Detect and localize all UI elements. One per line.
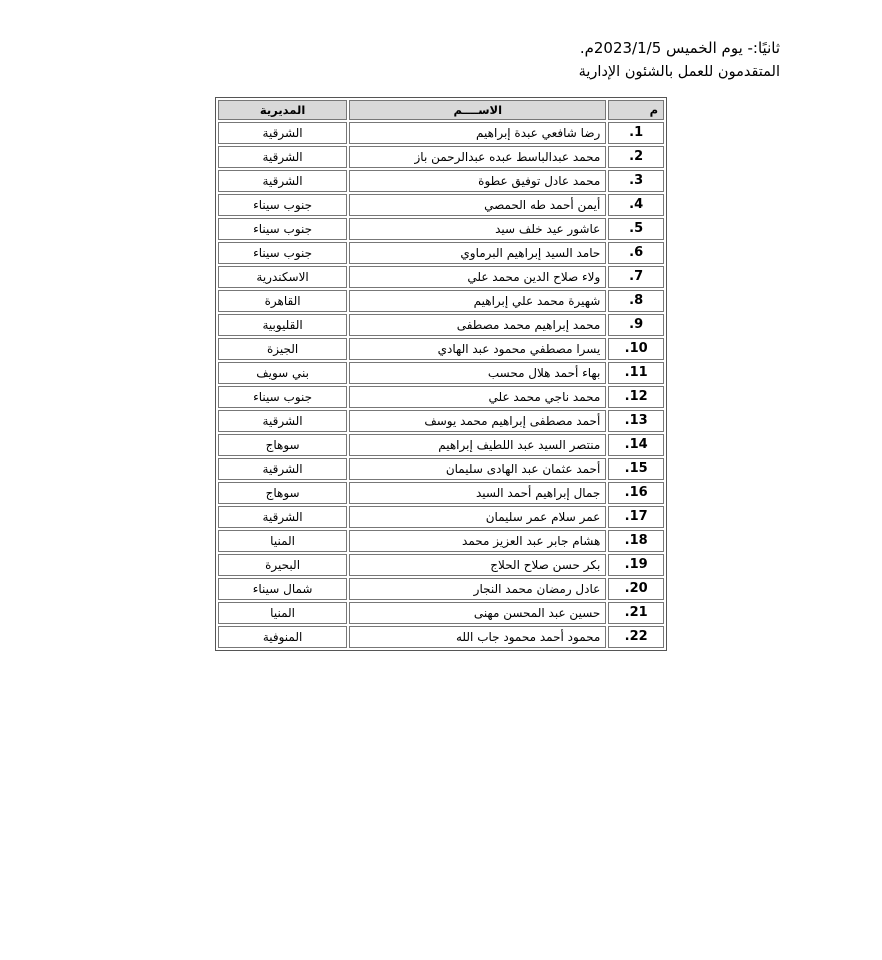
table-row [218, 362, 664, 384]
governorate-cell: الجيزة [218, 338, 347, 360]
column-header-number: م [608, 100, 664, 120]
table-row [218, 602, 664, 624]
name-cell: محمد عبدالباسط عبده عبدالرحمن باز [349, 146, 606, 168]
governorate-cell: جنوب سيناء [218, 386, 347, 408]
name-cell: محمود أحمد محمود جاب الله [349, 626, 606, 648]
name-cell: محمد عادل توفيق عطوة [349, 170, 606, 192]
row-number-cell: 1. [608, 122, 664, 144]
document-date-heading: ثانيًا:- يوم الخميس 2023/1/5م. [579, 39, 780, 57]
name-cell: أيمن أحمد طه الحمصي [349, 194, 606, 216]
table-row [218, 386, 664, 408]
table-row [218, 458, 664, 480]
row-number-cell: 12. [608, 386, 664, 408]
row-number-cell: 21. [608, 602, 664, 624]
name-cell: بهاء أحمد هلال محسب [349, 362, 606, 384]
row-number-cell: 5. [608, 218, 664, 240]
table-row [218, 266, 664, 288]
governorate-cell: جنوب سيناء [218, 218, 347, 240]
name-cell: عاشور عيد خلف سيد [349, 218, 606, 240]
name-cell: عمر سلام عمر سليمان [349, 506, 606, 528]
table-row [218, 434, 664, 456]
table-row [218, 554, 664, 576]
row-number-cell: 11. [608, 362, 664, 384]
row-number-cell: 10. [608, 338, 664, 360]
table-row [218, 218, 664, 240]
governorate-cell: جنوب سيناء [218, 194, 347, 216]
name-cell: هشام جابر عبد العزيز محمد [349, 530, 606, 552]
row-number-cell: 14. [608, 434, 664, 456]
table-row [218, 242, 664, 264]
name-cell: منتصر السيد عبد اللطيف إبراهيم [349, 434, 606, 456]
governorate-cell: جنوب سيناء [218, 242, 347, 264]
row-number-cell: 8. [608, 290, 664, 312]
name-cell: رضا شافعي عبدة إبراهيم [349, 122, 606, 144]
column-header-governorate: المديرية [218, 100, 347, 120]
governorate-cell: الشرقية [218, 506, 347, 528]
governorate-cell: شمال سيناء [218, 578, 347, 600]
row-number-cell: 9. [608, 314, 664, 336]
governorate-cell: الشرقية [218, 146, 347, 168]
row-number-cell: 20. [608, 578, 664, 600]
table-row [218, 122, 664, 144]
name-cell: يسرا مصطفي محمود عبد الهادي [349, 338, 606, 360]
governorate-cell: البحيرة [218, 554, 347, 576]
name-cell: حسين عبد المحسن مهنى [349, 602, 606, 624]
row-number-cell: 18. [608, 530, 664, 552]
row-number-cell: 4. [608, 194, 664, 216]
row-number-cell: 6. [608, 242, 664, 264]
row-number-cell: 16. [608, 482, 664, 504]
table-row [218, 146, 664, 168]
name-cell: بكر حسن صلاح الحلاج [349, 554, 606, 576]
name-cell: عادل رمضان محمد النجار [349, 578, 606, 600]
governorate-cell: الاسكندرية [218, 266, 347, 288]
table-row [218, 338, 664, 360]
name-cell: جمال إبراهيم أحمد السيد [349, 482, 606, 504]
table-header-row [218, 100, 664, 120]
governorate-cell: الشرقية [218, 170, 347, 192]
governorate-cell: القاهرة [218, 290, 347, 312]
name-cell: حامد السيد إبراهيم البرماوي [349, 242, 606, 264]
table-row [218, 530, 664, 552]
governorate-cell: بني سويف [218, 362, 347, 384]
table-row [218, 578, 664, 600]
governorate-cell: سوهاج [218, 482, 347, 504]
governorate-cell: المنيا [218, 530, 347, 552]
table-row [218, 170, 664, 192]
row-number-cell: 7. [608, 266, 664, 288]
name-cell: محمد ناجي محمد علي [349, 386, 606, 408]
governorate-cell: سوهاج [218, 434, 347, 456]
governorate-cell: الشرقية [218, 122, 347, 144]
governorate-cell: المنيا [218, 602, 347, 624]
table-row [218, 482, 664, 504]
name-cell: أحمد مصطفى إبراهيم محمد يوسف [349, 410, 606, 432]
row-number-cell: 2. [608, 146, 664, 168]
column-header-name: الاســــم [349, 100, 606, 120]
table-row [218, 626, 664, 648]
row-number-cell: 17. [608, 506, 664, 528]
row-number-cell: 3. [608, 170, 664, 192]
governorate-cell: القليوبية [218, 314, 347, 336]
applicants-table [215, 97, 667, 651]
name-cell: أحمد عثمان عبد الهادى سليمان [349, 458, 606, 480]
table-row [218, 410, 664, 432]
document-subtitle: المتقدمون للعمل بالشئون الإدارية [578, 64, 780, 80]
name-cell: شهيرة محمد علي إبراهيم [349, 290, 606, 312]
row-number-cell: 13. [608, 410, 664, 432]
table-body [218, 122, 664, 648]
table-row [218, 506, 664, 528]
governorate-cell: الشرقية [218, 458, 347, 480]
table-row [218, 194, 664, 216]
name-cell: محمد إبراهيم محمد مصطفى [349, 314, 606, 336]
governorate-cell: الشرقية [218, 410, 347, 432]
governorate-cell: المنوفية [218, 626, 347, 648]
row-number-cell: 22. [608, 626, 664, 648]
row-number-cell: 15. [608, 458, 664, 480]
row-number-cell: 19. [608, 554, 664, 576]
table-row [218, 290, 664, 312]
table-row [218, 314, 664, 336]
name-cell: ولاء صلاح الدين محمد علي [349, 266, 606, 288]
